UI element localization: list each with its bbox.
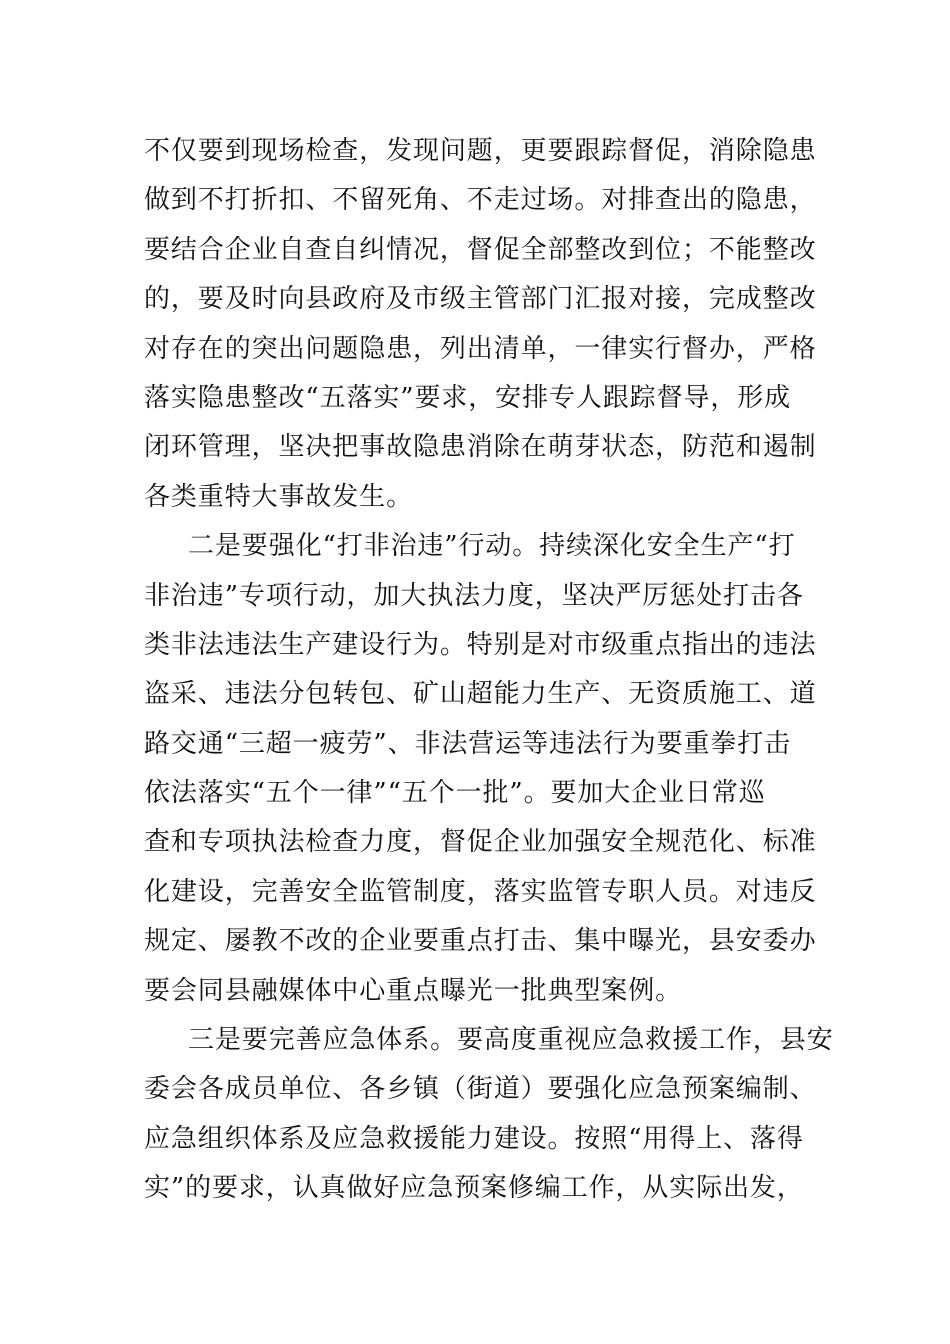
text-line: 查和专项执法检查力度，督促企业加强安全规范化、标准 [144, 827, 817, 858]
text-line: 要结合企业自查自纠情况，督促全部整改到位；不能整改 [144, 234, 817, 265]
text-line: 的，要及时向县政府及市级主管部门汇报对接，完成整改 [144, 284, 817, 315]
text-line: 实”的要求，认真做好应急预案修编工作，从实际出发， [144, 1173, 804, 1204]
text-line: 做到不打折扣、不留死角、不走过场。对排查出的隐患， [144, 185, 817, 216]
paragraph-start-line: 三是要完善应急体系。要高度重视应急救援工作，县安 [188, 1025, 834, 1056]
text-line: 类非法违法生产建设行为。特别是对市级重点指出的违法 [144, 629, 817, 660]
text-line: 不仅要到现场检查，发现问题，更要跟踪督促，消除隐患 [144, 136, 817, 166]
text-line: 对存在的突出问题隐患，列出清单，一律实行督办，严格 [144, 333, 817, 364]
text-line: 盗采、违法分包转包、矿山超能力生产、无资质施工、道 [144, 679, 817, 710]
text-line: 依法落实“五个一律”“五个一批”。要加大企业日常巡 [144, 778, 766, 809]
text-line: 非治违”专项行动，加大执法力度，坚决严厉惩处打击各 [144, 580, 804, 611]
text-line: 应急组织体系及应急救援能力建设。按照“用得上、落得 [144, 1123, 804, 1154]
text-line: 化建设，完善安全监管制度，落实监管专职人员。对违反 [144, 876, 817, 907]
text-line: 路交通“三超一疲劳”、非法营运等违法行为要重拳打击 [144, 728, 792, 759]
body-text [144, 127, 834, 1214]
text-line: 要会同县融媒体中心重点曝光一批典型案例。 [144, 975, 683, 1006]
text-line: 各类重特大事故发生。 [144, 481, 414, 512]
text-line: 闭环管理，坚决把事故隐患消除在萌芽状态，防范和遏制 [144, 432, 817, 463]
text-line: 落实隐患整改“五落实”要求，安排专人跟踪督导，形成 [144, 382, 792, 413]
text-line: 规定、屡教不改的企业要重点打击、集中曝光，县安委办 [144, 926, 817, 957]
text-line: 委会各成员单位、各乡镇（街道）要强化应急预案编制、 [144, 1074, 817, 1105]
paragraph-start-line: 二是要强化“打非治违”行动。持续深化安全生产“打 [188, 531, 796, 562]
